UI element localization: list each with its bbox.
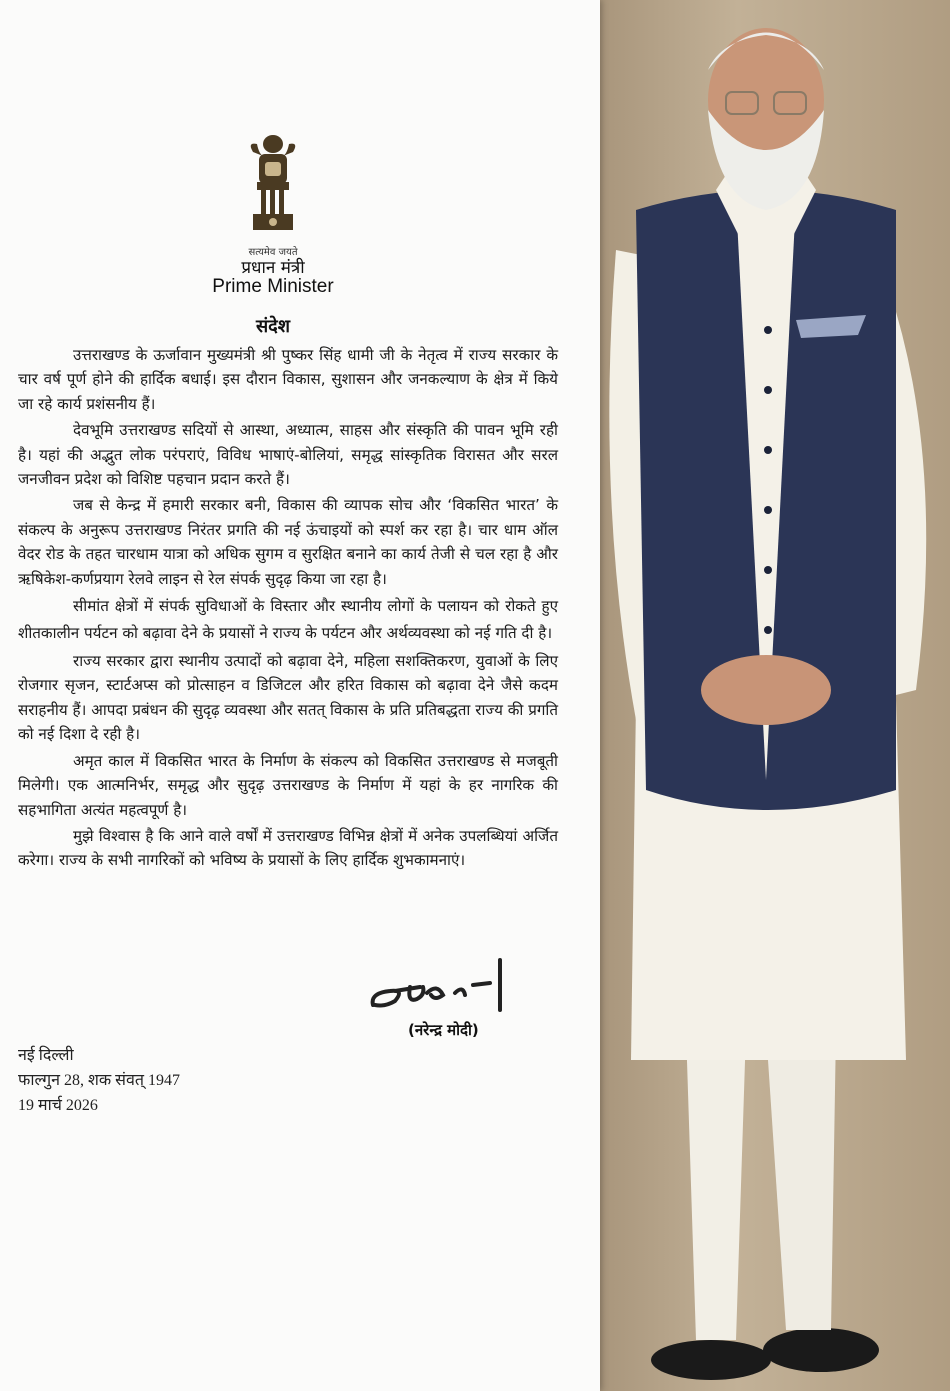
paragraph: सीमांत क्षेत्रों में संपर्क सुविधाओं के विस्तार और स्थानीय लोगों के पलायन को रोकते हुए शीतकालीन पर्यटन को बढ़ावा देने के प्रयासों ने राज्य के पर्यटन और अर्थव्यवस्था को नई गति दी है। [18,597,558,643]
saka-date: फाल्गुन 28, शक संवत् 1947 [18,1072,181,1089]
message-heading: संदेश [256,316,290,337]
place: नई दिल्ली [18,1047,74,1064]
paragraph: राज्य सरकार द्वारा स्थानीय उत्पादों को बढ़ावा देने, महिला सशक्तिकरण, युवाओं के लिए रोजगार सृजन, स्टार्टअप्स को प्रोत्साहन व डिजिटल और हरित विकास को बढ़ावा देने जैसे कदम सराहनीय हैं। आपदा प्रबंधन की सुदृढ़ व्यवस्था और सतत् विकास के प्रति प्रतिबद्धता राज्य की प्रगति को नई दिशा दे रही है। [18,652,558,744]
title-english: Prime Minister [212,276,334,297]
paragraph: उत्तराखण्ड के ऊर्जावान मुख्यमंत्री श्री पुष्कर सिंह धामी जी के नेतृत्व में राज्य सरकार के चार वर्ष पूर्ण होने की हार्दिक बधाई। इस दौरान विकास, सुशासन और जनकल्याण के क्षेत्र में किये जा रहे कार्य प्रशंसनीय हैं। [18,346,558,413]
signatory-name: (नरेन्द्र मोदी) [408,1021,479,1039]
title-hindi: प्रधान मंत्री [241,258,305,278]
prime-minister-photo [596,0,950,1391]
emblem-motto: सत्यमेव जयते [248,247,298,258]
national-emblem-icon [243,132,303,247]
date: 19 मार्च 2026 [18,1097,98,1114]
signature [365,955,525,1015]
paragraph: जब से केन्द्र में हमारी सरकार बनी, विकास की व्यापक सोच और ‘विकसित भारत’ के संकल्प के अनुरूप उत्तराखण्ड निरंतर प्रगति की नई ऊंचाइयों को स्पर्श कर रहा है। चार धाम ऑल वेदर रोड के तहत चारधाम यात्रा को अधिक सुगम व सुरक्षित बनाने का कार्य तेजी से चल रहा है और ऋषिकेश-कर्णप्रयाग रेलवे लाइन से रेल संपर्क सुदृढ़ किया जा रहा है। [18,496,558,588]
paragraph: अमृत काल में विकसित भारत के निर्माण के संकल्प को विकसित उत्तराखण्ड से मजबूती मिलेगी। एक आत्मनिर्भर, समृद्ध और सुदृढ़ उत्तराखण्ड के निर्माण में यहां के हर नागरिक की सहभागिता अत्यंत महत्वपूर्ण है। [18,751,558,819]
paragraph: देवभूमि उत्तराखण्ड सदियों से आस्था, अध्यात्म, साहस और संस्कृति की पावन भूमि रही है। यहां की अद्भुत लोक परंपराएं, विविध भाषाएं-बोलियां, समृद्ध सांस्कृतिक विरासत और सरल जनजीवन प्रदेश को विशिष्ट पहचान प्रदान करते हैं। [18,421,558,489]
paragraph: मुझे विश्वास है कि आने वाले वर्षों में उत्तराखण्ड विभिन्न क्षेत्रों में अनेक उपलब्धियां अर्जित करेगा। राज्य के सभी नागरिकों को भविष्य के प्रयासों के लिए हार्दिक शुभकामनाएं। [18,826,558,870]
message-body [18,343,558,875]
place-date-block [18,1043,180,1118]
